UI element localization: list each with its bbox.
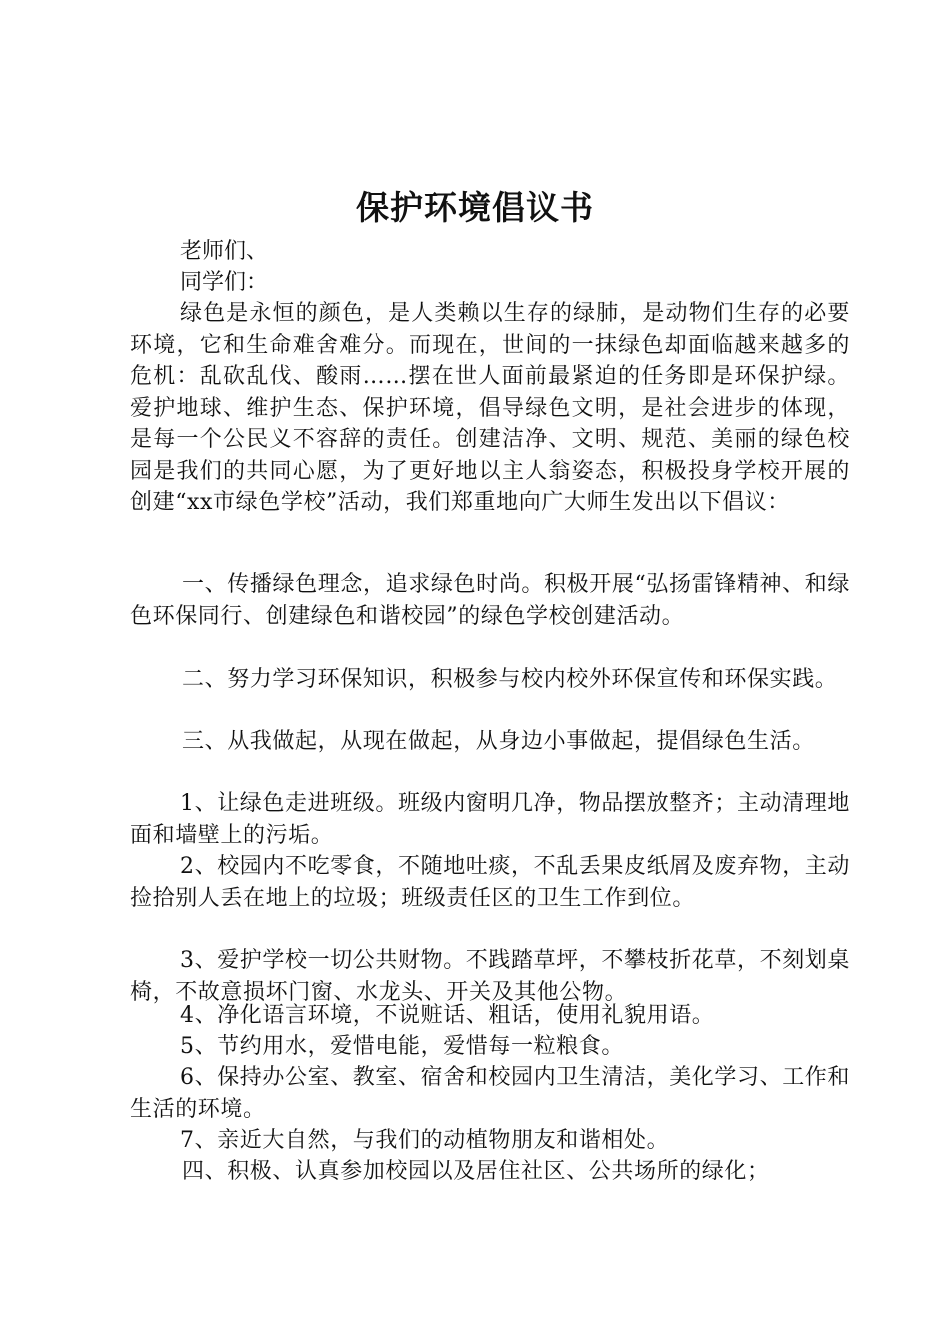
sub-item-7: 7、亲近大自然，与我们的动植物朋友和谐相处。: [180, 1128, 670, 1153]
sub-item-1: 1、让绿色走进班级。班级内窗明几净，物品摆放整齐；主动清理地面和墙壁上的污垢。: [130, 791, 850, 848]
sub-item-2: 2、校园内不吃零食，不随地吐痰，不乱丢果皮纸屑及废弃物，主动捡拾别人丢在地上的垃圾；班级责任区的卫生工作到位。: [130, 854, 850, 911]
salutation-teachers: 老师们、: [180, 239, 269, 264]
sub-item-4: 4、净化语言环境，不说赃话、粗话，使用礼貌用语。: [180, 1003, 715, 1028]
proposal-point-1: 一、传播绿色理念，追求绿色时尚。积极开展“弘扬雷锋精神、和绿色环保同行、创建绿色和谐校园”的绿色学校创建活动。: [130, 572, 850, 629]
proposal-point-4: 四、积极、认真参加校园以及居住社区、公共场所的绿化；: [182, 1159, 770, 1184]
document-title: 保护环境倡议书: [356, 188, 594, 227]
intro-paragraph: 绿色是永恒的颜色，是人类赖以生存的绿肺，是动物们生存的必要环境，它和生命难舍难分。而现在，世间的一抹绿色却面临越来越多的危机：乱砍乱伐、酸雨……摆在世人面前最紧迫的任务即是环保护绿。爱护地球、维护生态、保护环境，倡导绿色文明，是社会进步的体现，是每一个公民义不容辞的责任。创建洁净、文明、规范、美丽的绿色校园是我们的共同心愿，为了更好地以主人翁姿态，积极投身学校开展的创建“xx市绿色学校”活动，我们郑重地向广大师生发出以下倡议：: [130, 301, 850, 515]
sub-item-3: 3、爱护学校一切公共财物。不践踏草坪，不攀枝折花草，不刻划桌椅，不故意损坏门窗、水龙头、开关及其他公物。: [130, 948, 850, 1005]
sub-item-5: 5、节约用水，爱惜电能，爱惜每一粒粮食。: [180, 1034, 624, 1059]
proposal-point-3: 三、从我做起，从现在做起，从身边小事做起，提倡绿色生活。: [182, 729, 815, 754]
proposal-point-2: 二、努力学习环保知识，积极参与校内校外环保宣传和环保实践。: [182, 667, 838, 692]
salutation-students: 同学们：: [180, 270, 269, 295]
sub-item-6: 6、保持办公室、教室、宿舍和校园内卫生清洁，美化学习、工作和生活的环境。: [130, 1065, 850, 1122]
